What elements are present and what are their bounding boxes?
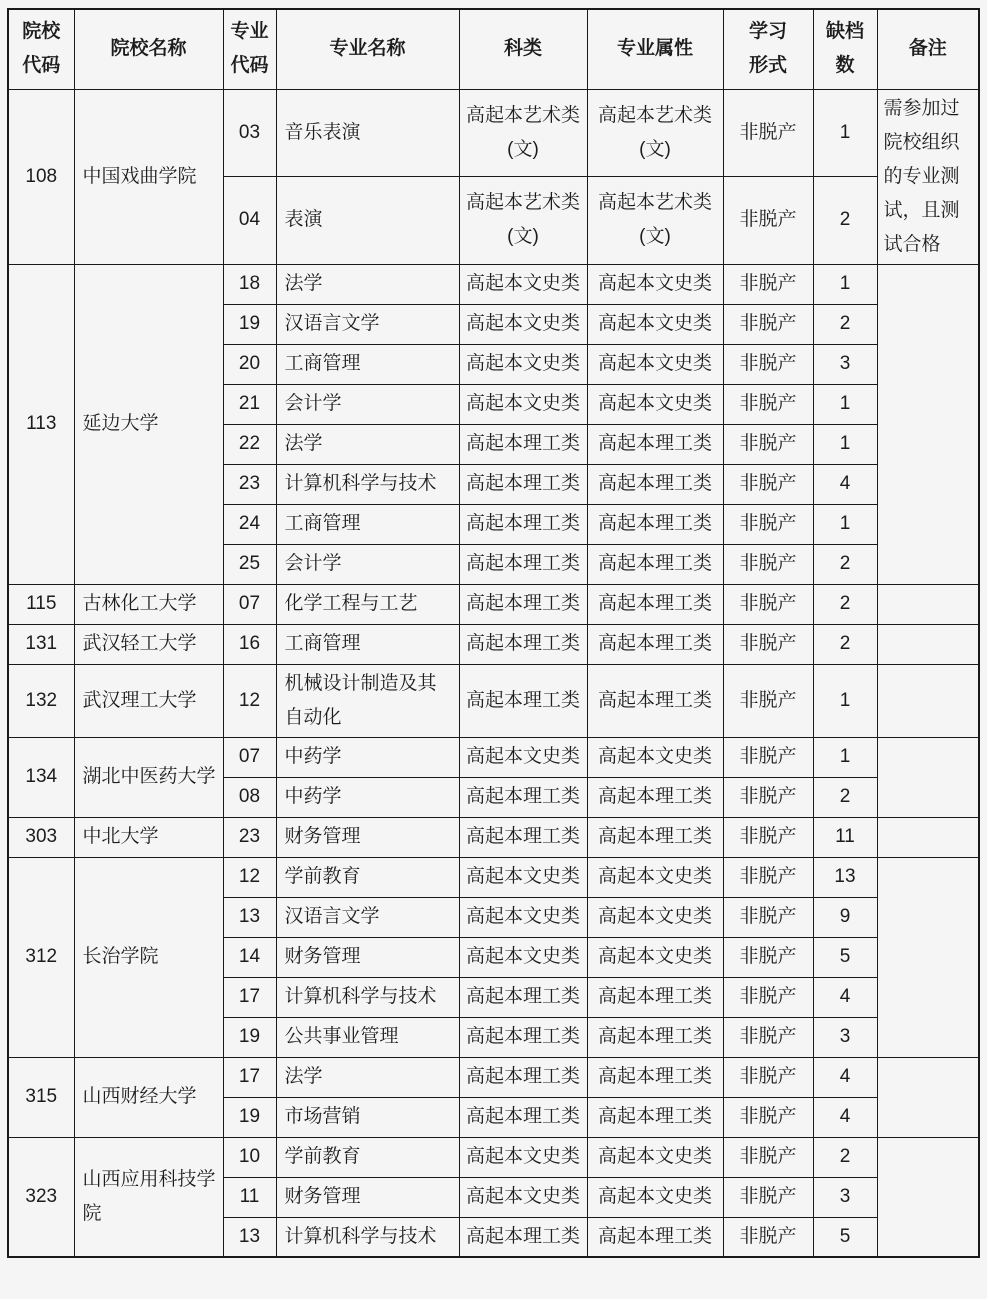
category-cell: 高起本文史类 [459,737,587,777]
major-name-cell: 财务管理 [276,937,459,977]
category-cell: 高起本文史类 [459,344,587,384]
attribute-cell: 高起本文史类 [587,737,723,777]
school-name-cell: 中北大学 [74,817,223,857]
major-code-cell: 11 [223,1177,276,1217]
shortage-count-cell: 2 [813,544,877,584]
header-label-line: 代码 [22,55,61,77]
major-name-cell: 中药学 [276,737,459,777]
attribute-cell: 高起本文史类 [587,264,723,304]
shortage-count-cell: 11 [813,817,877,857]
major-code-cell: 13 [223,897,276,937]
remark-cell [877,857,979,1057]
major-code-cell: 14 [223,937,276,977]
major-name-cell: 法学 [276,1057,459,1097]
shortage-count-cell: 1 [813,89,877,177]
major-name-cell: 工商管理 [276,624,459,664]
attribute-cell: 高起本艺术类(文) [587,177,723,265]
major-code-cell: 21 [223,384,276,424]
header-label-line: 专业属性 [616,38,693,60]
table-row [8,737,979,777]
study-form-cell: 非脱产 [723,857,813,897]
school-name-cell: 长治学院 [74,857,223,1057]
major-code-cell: 12 [223,857,276,897]
shortage-count-cell: 1 [813,664,877,737]
major-name-cell: 法学 [276,264,459,304]
study-form-cell: 非脱产 [723,504,813,544]
study-form-cell: 非脱产 [723,424,813,464]
major-name-cell: 计算机科学与技术 [276,464,459,504]
study-form-cell: 非脱产 [723,1177,813,1217]
shortage-count-cell: 1 [813,504,877,544]
attribute-cell: 高起本文史类 [587,897,723,937]
study-form-cell: 非脱产 [723,1217,813,1257]
attribute-cell: 高起本文史类 [587,857,723,897]
major-code-cell: 16 [223,624,276,664]
header-cell [459,9,587,89]
major-name-cell: 汉语言文学 [276,897,459,937]
major-code-cell: 25 [223,544,276,584]
category-cell: 高起本理工类 [459,817,587,857]
header-label-line: 形式 [748,55,787,77]
category-cell: 高起本理工类 [459,464,587,504]
study-form-cell: 非脱产 [723,264,813,304]
table-row [8,584,979,624]
category-cell: 高起本理工类 [459,977,587,1017]
header-label-line: 院校名称 [110,38,187,60]
major-code-cell: 08 [223,777,276,817]
header-cell [813,9,877,89]
shortage-count-cell: 9 [813,897,877,937]
study-form-cell: 非脱产 [723,384,813,424]
study-form-cell: 非脱产 [723,777,813,817]
shortage-count-cell: 13 [813,857,877,897]
study-form-cell: 非脱产 [723,544,813,584]
major-code-cell: 17 [223,1057,276,1097]
remark-cell [877,1137,979,1257]
category-cell: 高起本理工类 [459,1057,587,1097]
attribute-cell: 高起本文史类 [587,1137,723,1177]
header-label-line: 数 [835,55,855,77]
category-cell: 高起本文史类 [459,304,587,344]
table-row [8,664,979,737]
major-code-cell: 03 [223,89,276,177]
header-cell [276,9,459,89]
shortage-count-cell: 2 [813,624,877,664]
school-name-cell: 古林化工大学 [74,584,223,624]
school-code-cell: 115 [8,584,74,624]
category-cell: 高起本文史类 [459,1137,587,1177]
major-code-cell: 13 [223,1217,276,1257]
school-name-cell: 武汉轻工大学 [74,624,223,664]
major-code-cell: 24 [223,504,276,544]
table-body [8,89,979,1257]
major-code-cell: 18 [223,264,276,304]
header-label-line: 专业名称 [329,38,406,60]
attribute-cell: 高起本艺术类(文) [587,89,723,177]
major-name-cell: 学前教育 [276,857,459,897]
category-cell: 高起本理工类 [459,1217,587,1257]
study-form-cell: 非脱产 [723,937,813,977]
major-code-cell: 20 [223,344,276,384]
school-code-cell: 131 [8,624,74,664]
major-name-cell: 公共事业管理 [276,1017,459,1057]
remark-cell [877,664,979,737]
header-cell [8,9,74,89]
table-row [8,624,979,664]
category-cell: 高起本艺术类(文) [459,89,587,177]
category-cell: 高起本理工类 [459,777,587,817]
table-row [8,1057,979,1097]
shortage-count-cell: 4 [813,1097,877,1137]
category-cell: 高起本理工类 [459,664,587,737]
attribute-cell: 高起本文史类 [587,304,723,344]
category-cell: 高起本理工类 [459,1017,587,1057]
shortage-count-cell: 1 [813,264,877,304]
school-name-cell: 延边大学 [74,264,223,584]
category-cell: 高起本理工类 [459,544,587,584]
study-form-cell: 非脱产 [723,977,813,1017]
school-code-cell: 323 [8,1137,74,1257]
shortage-count-cell: 4 [813,1057,877,1097]
header-label-line: 专业 [230,21,269,43]
category-cell: 高起本理工类 [459,504,587,544]
major-code-cell: 17 [223,977,276,1017]
study-form-cell: 非脱产 [723,89,813,177]
school-code-cell: 312 [8,857,74,1057]
header-cell [587,9,723,89]
attribute-cell: 高起本理工类 [587,1097,723,1137]
category-cell: 高起本理工类 [459,1097,587,1137]
study-form-cell: 非脱产 [723,897,813,937]
shortage-count-cell: 2 [813,304,877,344]
major-name-cell: 工商管理 [276,504,459,544]
attribute-cell: 高起本理工类 [587,584,723,624]
category-cell: 高起本艺术类(文) [459,177,587,265]
major-code-cell: 04 [223,177,276,265]
major-code-cell: 12 [223,664,276,737]
category-cell: 高起本文史类 [459,897,587,937]
header-row [8,9,979,89]
shortage-count-cell: 1 [813,384,877,424]
major-name-cell: 机械设计制造及其自动化 [276,664,459,737]
major-name-cell: 化学工程与工艺 [276,584,459,624]
school-name-cell: 武汉理工大学 [74,664,223,737]
header-cell [877,9,979,89]
header-cell [723,9,813,89]
category-cell: 高起本文史类 [459,937,587,977]
header-cell [74,9,223,89]
study-form-cell: 非脱产 [723,177,813,265]
study-form-cell: 非脱产 [723,1137,813,1177]
school-code-cell: 108 [8,89,74,264]
shortage-count-cell: 2 [813,1137,877,1177]
attribute-cell: 高起本理工类 [587,817,723,857]
attribute-cell: 高起本理工类 [587,624,723,664]
attribute-cell: 高起本理工类 [587,544,723,584]
major-code-cell: 10 [223,1137,276,1177]
study-form-cell: 非脱产 [723,464,813,504]
attribute-cell: 高起本理工类 [587,504,723,544]
major-code-cell: 07 [223,737,276,777]
header-label-line: 代码 [230,55,269,77]
category-cell: 高起本文史类 [459,857,587,897]
attribute-cell: 高起本理工类 [587,664,723,737]
shortage-count-cell: 2 [813,777,877,817]
study-form-cell: 非脱产 [723,817,813,857]
major-code-cell: 19 [223,1017,276,1057]
attribute-cell: 高起本理工类 [587,1017,723,1057]
major-name-cell: 计算机科学与技术 [276,1217,459,1257]
shortage-count-cell: 5 [813,1217,877,1257]
shortage-count-cell: 3 [813,1017,877,1057]
school-name-cell: 中国戏曲学院 [74,89,223,264]
shortage-count-cell: 4 [813,977,877,1017]
major-code-cell: 23 [223,464,276,504]
admission-shortage-table [7,8,980,1258]
study-form-cell: 非脱产 [723,737,813,777]
category-cell: 高起本理工类 [459,584,587,624]
study-form-cell: 非脱产 [723,1017,813,1057]
shortage-count-cell: 1 [813,424,877,464]
shortage-count-cell: 2 [813,584,877,624]
school-name-cell: 山西财经大学 [74,1057,223,1137]
major-name-cell: 财务管理 [276,1177,459,1217]
school-code-cell: 132 [8,664,74,737]
study-form-cell: 非脱产 [723,584,813,624]
study-form-cell: 非脱产 [723,624,813,664]
shortage-count-cell: 3 [813,344,877,384]
attribute-cell: 高起本理工类 [587,977,723,1017]
major-code-cell: 07 [223,584,276,624]
remark-cell [877,1057,979,1137]
major-code-cell: 22 [223,424,276,464]
major-name-cell: 汉语言文学 [276,304,459,344]
header-label-line: 学习 [748,21,787,43]
attribute-cell: 高起本文史类 [587,384,723,424]
attribute-cell: 高起本理工类 [587,777,723,817]
table-header [8,9,979,89]
major-code-cell: 23 [223,817,276,857]
header-label-line: 科类 [503,38,542,60]
study-form-cell: 非脱产 [723,1057,813,1097]
attribute-cell: 高起本文史类 [587,1177,723,1217]
remark-cell [877,624,979,664]
header-label-line: 缺档 [825,21,864,43]
remark-cell [877,737,979,817]
remark-cell [877,584,979,624]
attribute-cell: 高起本理工类 [587,424,723,464]
remark-cell: 需参加过院校组织的专业测试，且测试合格 [877,89,979,264]
study-form-cell: 非脱产 [723,664,813,737]
category-cell: 高起本理工类 [459,424,587,464]
study-form-cell: 非脱产 [723,304,813,344]
category-cell: 高起本文史类 [459,1177,587,1217]
table-row [8,817,979,857]
major-name-cell: 财务管理 [276,817,459,857]
remark-cell [877,264,979,584]
category-cell: 高起本理工类 [459,624,587,664]
remark-cell [877,817,979,857]
header-label-line: 备注 [908,38,947,60]
shortage-count-cell: 3 [813,1177,877,1217]
school-name-cell: 山西应用科技学院 [74,1137,223,1257]
major-name-cell: 表演 [276,177,459,265]
major-name-cell: 会计学 [276,384,459,424]
school-name-cell: 湖北中医药大学 [74,737,223,817]
study-form-cell: 非脱产 [723,1097,813,1137]
major-code-cell: 19 [223,304,276,344]
major-name-cell: 音乐表演 [276,89,459,177]
table-row [8,1137,979,1177]
school-code-cell: 134 [8,737,74,817]
shortage-count-cell: 4 [813,464,877,504]
major-name-cell: 市场营销 [276,1097,459,1137]
shortage-count-cell: 2 [813,177,877,265]
major-code-cell: 19 [223,1097,276,1137]
major-name-cell: 计算机科学与技术 [276,977,459,1017]
shortage-count-cell: 1 [813,737,877,777]
table-row [8,857,979,897]
attribute-cell: 高起本理工类 [587,464,723,504]
attribute-cell: 高起本理工类 [587,1217,723,1257]
school-code-cell: 113 [8,264,74,584]
table-row [8,264,979,304]
school-code-cell: 315 [8,1057,74,1137]
study-form-cell: 非脱产 [723,344,813,384]
header-label-line: 院校 [22,21,61,43]
shortage-count-cell: 5 [813,937,877,977]
major-name-cell: 法学 [276,424,459,464]
category-cell: 高起本文史类 [459,384,587,424]
table-row [8,89,979,177]
major-name-cell: 学前教育 [276,1137,459,1177]
major-name-cell: 工商管理 [276,344,459,384]
attribute-cell: 高起本理工类 [587,1057,723,1097]
header-cell [223,9,276,89]
category-cell: 高起本文史类 [459,264,587,304]
major-name-cell: 会计学 [276,544,459,584]
major-name-cell: 中药学 [276,777,459,817]
attribute-cell: 高起本文史类 [587,344,723,384]
school-code-cell: 303 [8,817,74,857]
attribute-cell: 高起本文史类 [587,937,723,977]
